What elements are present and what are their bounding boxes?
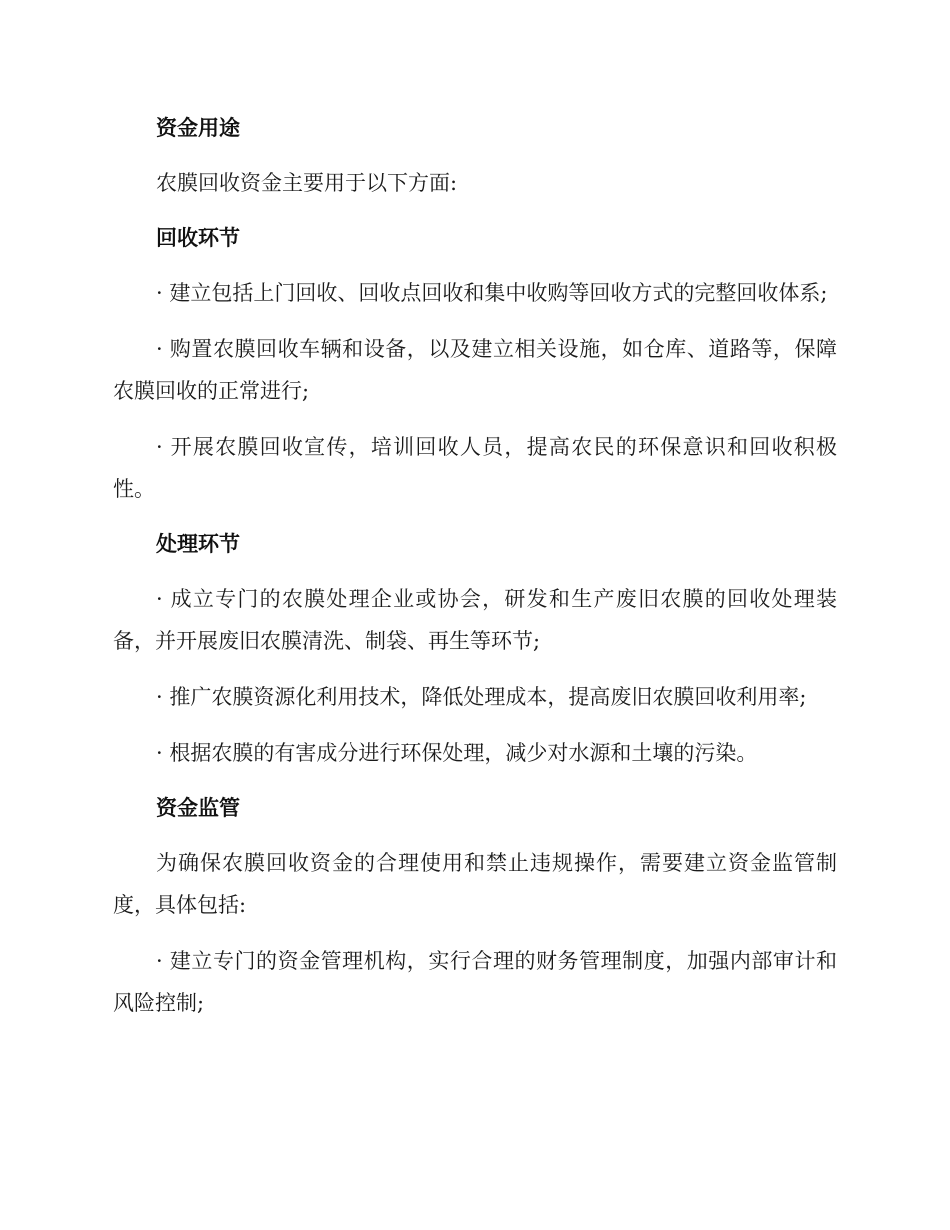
paragraph-supervision-intro: 为确保农膜回收资金的合理使用和禁止违规操作，需要建立资金监管制度，具体包括: xyxy=(113,851,837,917)
list-item: · 推广农膜资源化利用技术，降低处理成本，提高废旧农膜回收利用率; xyxy=(156,685,807,709)
heading-recycle-stage: 回收环节 xyxy=(156,226,240,250)
heading-fund-supervision: 资金监管 xyxy=(156,796,240,820)
paragraph-usage-intro: 农膜回收资金主要用于以下方面: xyxy=(156,171,458,195)
list-item: · 建立专门的资金管理机构，实行合理的财务管理制度，加强内部审计和风险控制; xyxy=(113,949,837,1015)
heading-process-stage: 处理环节 xyxy=(156,532,240,556)
list-item: · 成立专门的农膜处理企业或协会，研发和生产废旧农膜的回收处理装备，并开展废旧农膜清洗、制袋、再生等环节; xyxy=(113,587,837,653)
list-item: · 购置农膜回收车辆和设备，以及建立相关设施，如仓库、道路等，保障农膜回收的正常进行; xyxy=(113,337,837,403)
list-item: · 开展农膜回收宣传，培训回收人员，提高农民的环保意识和回收积极性。 xyxy=(113,435,837,501)
heading-fund-usage: 资金用途 xyxy=(156,116,240,140)
list-item: · 根据农膜的有害成分进行环保处理，减少对水源和土壤的污染。 xyxy=(156,741,758,765)
list-item: · 建立包括上门回收、回收点回收和集中收购等回收方式的完整回收体系; xyxy=(156,281,828,305)
